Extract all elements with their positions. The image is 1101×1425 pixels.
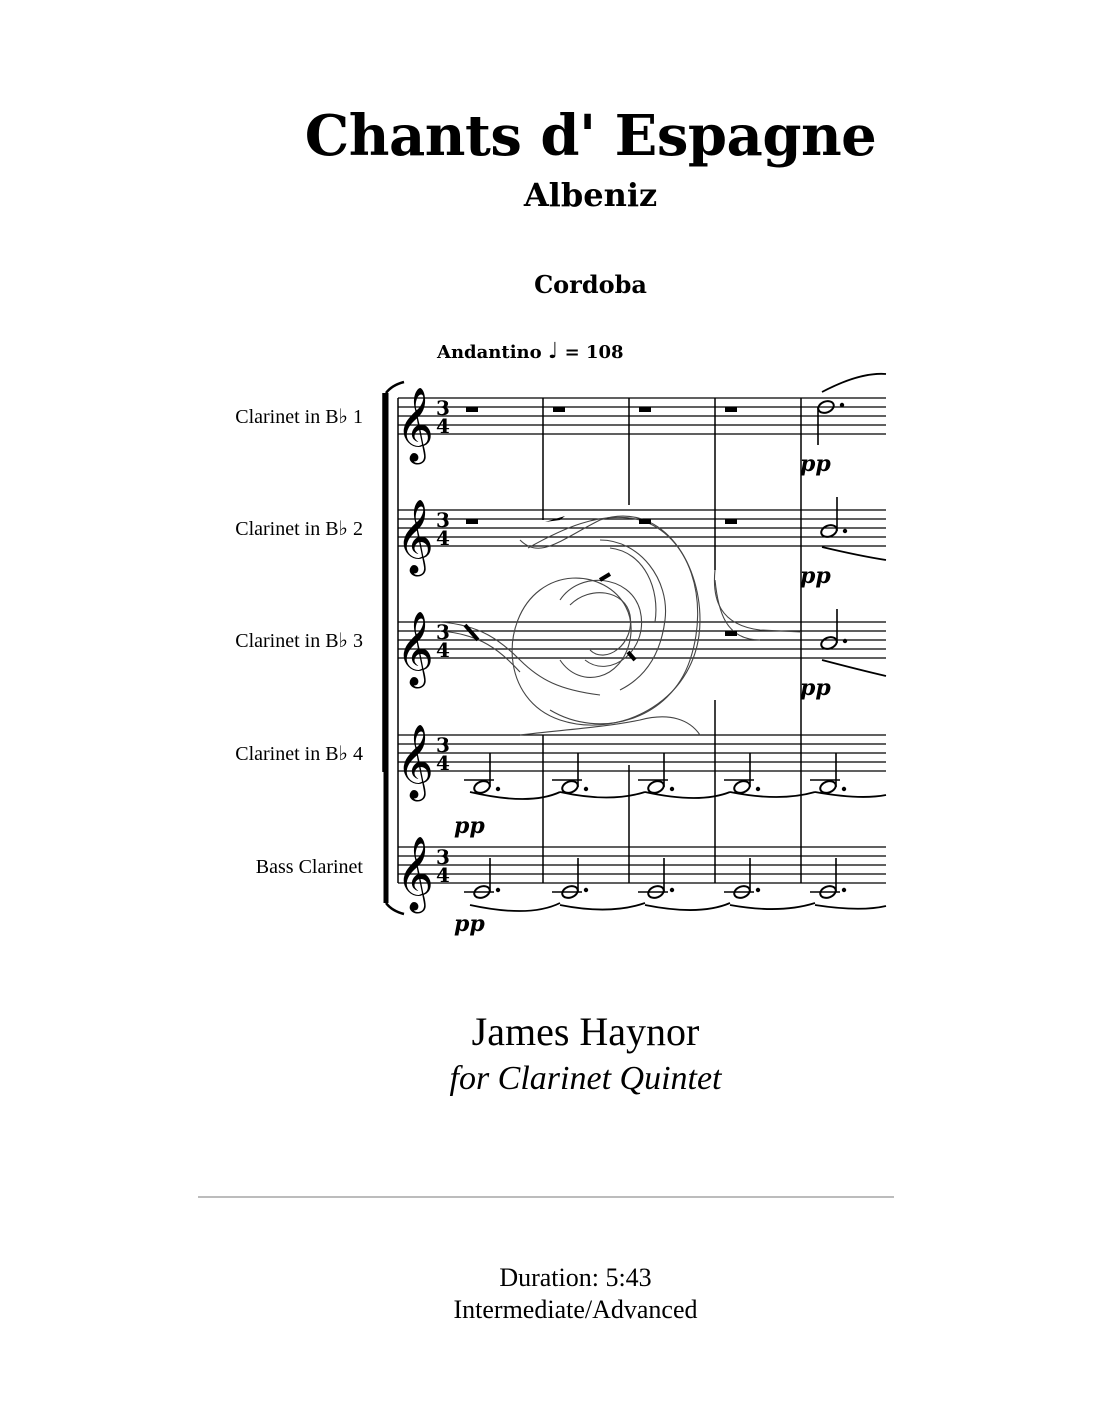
time-sig-numerator: 3 <box>436 620 450 644</box>
tempo-text: Andantino <box>437 342 542 363</box>
movement-title: Cordoba <box>534 270 647 299</box>
difficulty-level: Intermediate/Advanced <box>453 1295 698 1324</box>
staff-clarinet-2 <box>398 510 886 546</box>
dynamic-bass-clarinet: pp <box>454 911 485 937</box>
dynamic-clarinet-4: pp <box>454 813 485 839</box>
treble-clef-icon: 𝄞 <box>396 500 434 574</box>
time-sig-numerator: 3 <box>436 733 450 757</box>
time-sig-denominator: 4 <box>436 414 450 438</box>
piece-title: Chants d' Espagne <box>304 103 877 169</box>
staff-clarinet-4 <box>398 735 886 771</box>
time-sig-denominator: 4 <box>436 751 450 775</box>
instrument-label-bass-clarinet: Bass Clarinet <box>255 856 363 878</box>
instrument-label-clarinet-4: Clarinet in B♭ 4 <box>235 743 363 765</box>
time-sig-denominator: 4 <box>436 863 450 887</box>
swirl-distortion <box>440 516 801 735</box>
staff-bass-clarinet <box>398 847 886 883</box>
time-sig-denominator: 4 <box>436 638 450 662</box>
dynamic-clarinet-1: pp <box>800 451 831 477</box>
arranger-name: James Haynor <box>471 1009 700 1054</box>
dynamic-clarinet-3: pp <box>800 675 831 701</box>
quarter-note-icon: ♩ <box>547 339 559 364</box>
instrumentation-subtitle: for Clarinet Quintet <box>449 1060 722 1097</box>
composer-name: Albeniz <box>523 176 658 214</box>
instrument-label-clarinet-3: Clarinet in B♭ 3 <box>235 630 363 652</box>
augmentation-dots <box>496 403 847 892</box>
time-sig-denominator: 4 <box>436 526 450 550</box>
time-sig-numerator: 3 <box>436 845 450 869</box>
treble-clef-icon: 𝄞 <box>396 837 434 911</box>
instrument-label-clarinet-2: Clarinet in B♭ 2 <box>235 518 363 540</box>
divider <box>198 1196 894 1198</box>
dynamic-clarinet-2: pp <box>800 563 831 589</box>
time-sig-numerator: 3 <box>436 508 450 532</box>
treble-clef-icon: 𝄞 <box>396 612 434 686</box>
treble-clef-icon: 𝄞 <box>396 725 434 799</box>
duration-text: Duration: 5:43 <box>499 1263 652 1292</box>
treble-clef-icon: 𝄞 <box>396 388 434 462</box>
rests <box>466 407 737 636</box>
time-sig-numerator: 3 <box>436 396 450 420</box>
instrument-label-clarinet-1: Clarinet in B♭ 1 <box>235 406 363 428</box>
tempo-value: = 108 <box>564 342 624 363</box>
staff-clarinet-1 <box>398 398 886 434</box>
